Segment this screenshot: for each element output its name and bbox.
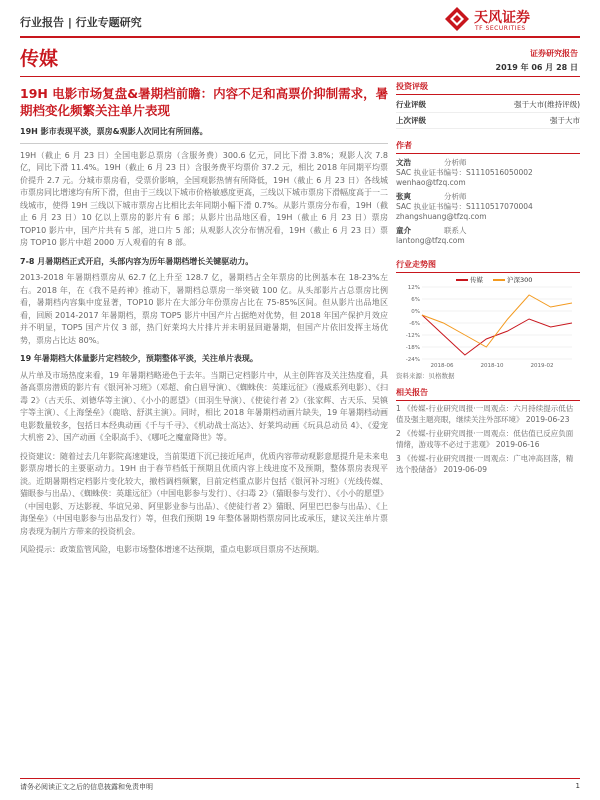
- sidebar: [396, 78, 580, 478]
- risk-warning: [20, 544, 388, 557]
- analyst-card: [396, 157, 580, 188]
- sector-title: 传媒: [20, 48, 59, 70]
- header-divider: [20, 36, 580, 38]
- page-number: 1: [575, 782, 580, 790]
- chart-source: 资料来源：贝格数据: [396, 372, 455, 380]
- logo-text-cn: 天风证券: [474, 10, 530, 26]
- trend-chart: [396, 275, 580, 369]
- investment-advice: [20, 451, 388, 539]
- top-header: [0, 0, 600, 40]
- chart-legend: [456, 275, 532, 284]
- y-tick-label: -18%: [405, 345, 420, 351]
- analyst-role: 分析师: [444, 158, 467, 167]
- legend-item: 传媒: [456, 275, 483, 284]
- section-3: [20, 353, 388, 445]
- analyst-email[interactable]: zhangshuang@tfzq.com: [396, 212, 487, 221]
- rating-label: 上次评级: [396, 116, 426, 125]
- analyst-cert: SAC 执业证书编号：S1110516050002: [396, 168, 533, 177]
- y-tick-label: -24%: [405, 357, 420, 363]
- y-tick-label: -6%: [409, 321, 420, 327]
- logo-mark-icon: [444, 6, 470, 32]
- analyst-name: 童介: [396, 226, 411, 235]
- section-2: [20, 256, 388, 348]
- x-tick-label: 2019-02: [530, 363, 554, 369]
- analyst-name: 文浩: [396, 158, 411, 167]
- report-title: 19H 电影市场复盘&暑期档前瞻：内容不足和高票价抑制需求，暑期档变化频繁关注单片表现: [20, 86, 389, 118]
- series-line-沪深300: [422, 295, 572, 347]
- y-tick-label: -12%: [405, 333, 420, 339]
- related-report-item[interactable]: 2 《传媒-行业研究周报·一周观点：低估值已反应负面情绪，游戏等不必过于悲观》 2019-06-16: [396, 429, 574, 449]
- section-paragraph: 风险提示：政策监管风险，电影市场整体增速不达预期，重点电影项目票房不达预期。: [20, 545, 324, 554]
- analyst-cert: SAC 执业证书编号：S1110517070004: [396, 202, 533, 211]
- section-headline: 19H 影市表现平淡，票房&观影人次同比有所回落。: [20, 127, 208, 136]
- section-paragraph: 2013-2018 年暑期档票房从 62.7 亿上升至 128.7 亿，暑期档占全年票房的比例基本在 18-23%左右。2018 年，在《我不是药神》推动下，暑期档总票房一举突破 100 亿。从头部影片占总票房比例看，暑期档内容集中度显著，TOP10 影片在大部分年份票房占比在 75-85%区间。但从影片出品地区看，回顾 2014-2017 年暑期档，票房 TOP5 影片中国产片占据绝对优势，但 2018 年国产保护月效应并不明显，TOP5 国产片仅 3 部，热门好莱坞大片排片并未明显回避暑期，但国产片依旧发挥主场优势，票房占比达 80%。: [20, 273, 388, 345]
- rating-value: 强于大市(维持评级): [514, 100, 580, 109]
- rating-row: [396, 113, 580, 129]
- x-tick-label: 2018-06: [430, 363, 454, 369]
- analyst-email[interactable]: lantong@tfzq.com: [396, 236, 465, 245]
- analyst-role: 联系人: [444, 226, 467, 235]
- analyst-name: 张爽: [396, 192, 411, 201]
- section-1: [20, 126, 388, 250]
- trend-chart-svg: [396, 275, 580, 369]
- main-content: [20, 126, 388, 563]
- section-paragraph: 19H（截止 6 月 23 日）全国电影总票房（含服务费）300.6 亿元，同比下滑 3.8%；观影人次 7.8 亿，同比下滑 11.4%。19H（截止 6 月 23 日）含服务费平均票价 37.2 元，相比 2018 年同期平均票价提升 2.7 元。分城市票房看，受票价影响，全国观影热情有所降低，19H（截止 6 月 23 日）各线城市票房同比增速均有所下滑，但由于三线以下城市价格敏感度更高，三线以下城市票房下滑幅度高于一二线城市，使得 19H 三线以下城市票房占比相比去年同期小幅下滑 0.7%。从影片票房分布看，19H（截止 6 月 23 日）10 亿以上票房的影片有 6 部；从影片出品地区看，19H（截止 6 月 23 日）票房 TOP10 影片中，国产片共有 5 部，进口片 5 部；从观影人次分布情况看，19H（截止 6 月 23 日）票房 TOP10 影片中超 2000 万人观看的有 8 部。: [20, 150, 388, 247]
- related-heading: 相关报告: [396, 384, 580, 401]
- analyst-role: 分析师: [444, 192, 467, 201]
- report-type: 证券研究报告: [530, 49, 578, 58]
- footer-disclaimer: 请务必阅读正文之后的信息披露和免责申明: [20, 783, 153, 791]
- logo-text-en: TF SECURITIES: [475, 25, 526, 32]
- analyst-card: [396, 225, 580, 246]
- related-reports: [396, 403, 580, 475]
- section-headline: 7-8 月暑期档正式开启，头部内容为历年暑期档增长关键驱动力。: [20, 256, 254, 266]
- section-headline: 19 年暑期档大体量影片定档较少，预期整体平淡，关注单片表现。: [20, 354, 258, 363]
- author-heading: 作者: [396, 137, 580, 154]
- section-paragraph: 投资建议：随着过去几年影院高速建设，当前渠道下沉已接近尾声，优质内容带动观影意愿提升是未来电影票房增长的主要驱动力。19H 由于春节档低于预期且优质内容上线进度不及预期，整体票房表现平淡。近期暑期档定档影片变化较大，撤档调档频繁，目前定档重点影片包括《银河补习班》（光线传媒、猫眼参与出品）、《蜘蛛侠：英雄远征》（中国电影参与发行）、《扫毒 2》（猫眼参与发行）、《小小的愿望》（中国电影、万达影视、华谊兄弟、阿里影业参与出品）、《使徒行者 2》猫眼、阿里巴巴参与出品）、《上海堡垒》（中国电影参与出品发行）等，但我们预期 19 年整体暑期档票房同比或承压，建议关注单片票房表现为制片方带来的投资机会。: [20, 451, 388, 536]
- company-logo: [444, 4, 564, 36]
- section-rule: [20, 143, 388, 144]
- analyst-card: [396, 191, 580, 222]
- title-divider: [20, 76, 580, 77]
- report-category: 行业报告 | 行业专题研究: [20, 16, 142, 29]
- rating-heading: 投资评级: [396, 78, 580, 95]
- rating-row: [396, 97, 580, 113]
- page-footer: [20, 778, 580, 794]
- footer-divider: [20, 778, 580, 779]
- report-date: 2019 年 06 月 28 日: [495, 63, 578, 72]
- analyst-email[interactable]: wenhao@tfzq.com: [396, 178, 466, 187]
- rating-value: 强于大市: [550, 116, 580, 125]
- rating-label: 行业评级: [396, 100, 426, 109]
- y-tick-label: 0%: [411, 309, 420, 315]
- x-tick-label: 2018-10: [480, 363, 504, 369]
- y-tick-label: 12%: [407, 285, 420, 291]
- trend-heading: 行业走势图: [396, 256, 580, 273]
- related-report-item[interactable]: 1 《传媒-行业研究周报·一周观点：六月持续提示低估值及强主题亮眼，继续关注外部环境》 2019-06-23: [396, 404, 574, 424]
- y-tick-label: 6%: [411, 297, 420, 303]
- related-report-item[interactable]: 3 《传媒-行业研究周报·一周观点：广电冲高回落，精选个股储备》 2019-06-09: [396, 454, 574, 474]
- section-paragraph: 从片单及市场热度来看，19 年暑期档略逊色于去年。当期已定档影片中，从主创阵容及关注热度看，具备高票房潜质的影片有《银河补习班》（邓超、俞白眉导演）、《蜘蛛侠：英雄远征》（漫威系列电影）、《扫毒 2》（古天乐、刘德华等主演）、《小小的愿望》（田羽生导演）、《使徒行者 2》（张家辉、古天乐、吴镇宇等主演）、《上海堡垒》（鹿晗、舒淇主演）。同时，相比 2018 年暑期档动画片缺失，19 年暑期档动画电影数量较多，包括日本经典动画《千与千寻》、《机动战士高达》、好莱坞动画《玩具总动员 4》、《爱宠大机密 2》、国产动画《全职高手》、《哪吒之魔童降世》等。: [20, 370, 388, 442]
- legend-item: 沪深300: [493, 275, 532, 284]
